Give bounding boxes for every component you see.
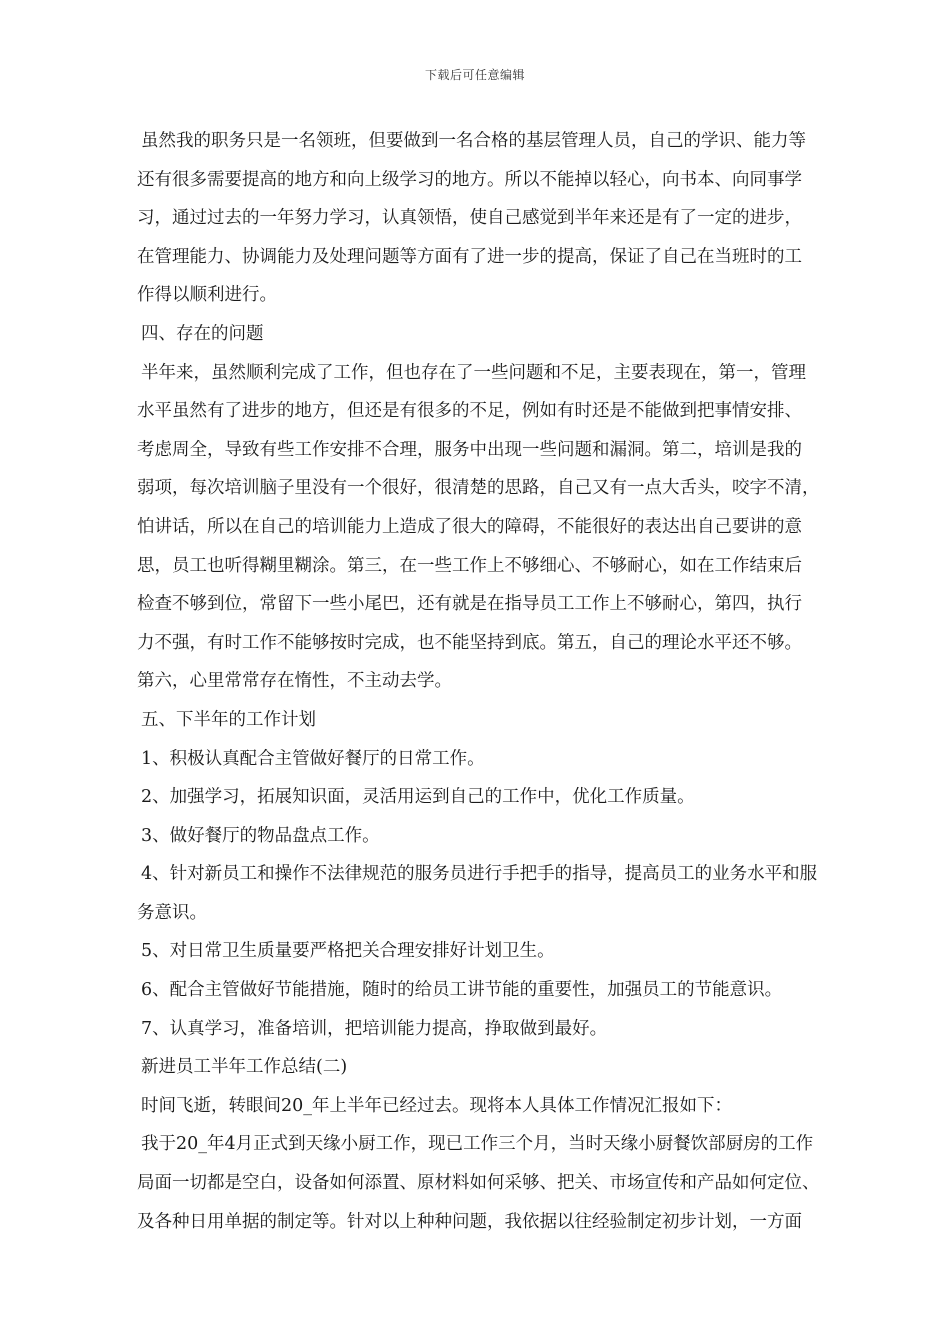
page-header: 下载后可任意编辑 [424, 68, 525, 82]
list-item: 2、加强学习，拓展知识面，灵活用运到自己的工作中，优化工作质量。 [141, 787, 695, 808]
text-line: 水平虽然有了进步的地方，但还是有很多的不足，例如有时还是不能做到把事情安排、 [137, 401, 802, 422]
text-line: 考虑周全，导致有些工作安排不合理，服务中出现一些问题和漏洞。第二，培训是我的 [137, 439, 802, 460]
text-line: 局面一切都是空白，设备如何添置、原材料如何采够、把关、市场宣传和产品如何定位、 [137, 1173, 820, 1194]
text-line: 在管理能力、协调能力及处理问题等方面有了进一步的提高，保证了自己在当班时的工 [137, 246, 802, 267]
text-line: 虽然我的职务只是一名领班，但要做到一名合格的基层管理人员，自己的学识、能力等 [141, 131, 806, 151]
text-line: 怕讲话，所以在自己的培训能力上造成了很大的障碍，不能很好的表达出自己要讲的意 [137, 516, 802, 537]
text-line: 第六，心里常常存在惰性，不主动去学。 [137, 671, 452, 692]
text-line: 作得以顺利进行。 [137, 285, 277, 306]
list-item: 5、对日常卫生质量要严格把关合理安排好计划卫生。 [141, 941, 555, 962]
text-line: 思，员工也听得糊里糊涂。第三，在一些工作上不够细心、不够耐心，如在工作结束后 [137, 555, 802, 576]
text-line: 习，通过过去的一年努力学习，认真领悟，使自己感觉到半年来还是有了一定的进步， [137, 208, 802, 229]
text-line: 还有很多需要提高的地方和向上级学习的地方。所以不能掉以轻心，向书本、向同事学 [137, 169, 802, 190]
list-item: 3、做好餐厅的物品盘点工作。 [141, 825, 380, 846]
text-line: 务意识。 [137, 902, 207, 923]
document-subtitle: 新进员工半年工作总结(二) [141, 1057, 348, 1078]
list-item: 7、认真学习，准备培训，把培训能力提高，挣取做到最好。 [141, 1018, 608, 1039]
list-item: 1、积极认真配合主管做好餐厅的日常工作。 [141, 748, 485, 769]
text-line: 弱项，每次培训脑子里没有一个很好，很清楚的思路，自己又有一点大舌头，咬字不清， [137, 478, 820, 499]
text-line: 时间飞逝，转眼间20_年上半年已经过去。现将本人具体工作情况汇报如下： [141, 1095, 733, 1116]
list-item: 6、配合主管做好节能措施，随时的给员工讲节能的重要性，加强员工的节能意识。 [141, 980, 783, 1001]
text-line: 半年来，虽然顺利完成了工作，但也存在了一些问题和不足，主要表现在，第一，管理 [141, 362, 806, 383]
text-line: 我于20_年4月正式到天缘小厨工作，现已工作三个月，当时天缘小厨餐饮部厨房的工作 [141, 1134, 814, 1155]
text-line: 检查不够到位，常留下一些小尾巴，还有就是在指导员工工作上不够耐心，第四，执行 [137, 594, 802, 615]
document-body [137, 122, 889, 1241]
list-item: 4、针对新员工和操作不法律规范的服务员进行手把手的指导，提高员工的业务水平和服 [141, 864, 818, 885]
text-line: 力不强，有时工作不能够按时完成，也不能坚持到底。第五，自己的理论水平还不够。 [137, 632, 802, 653]
section-heading: 五、下半年的工作计划 [141, 709, 316, 730]
text-line: 及各种日用单据的制定等。针对以上种种问题，我依据以往经验制定初步计划，一方面 [137, 1211, 802, 1232]
section-heading: 四、存在的问题 [141, 323, 264, 344]
